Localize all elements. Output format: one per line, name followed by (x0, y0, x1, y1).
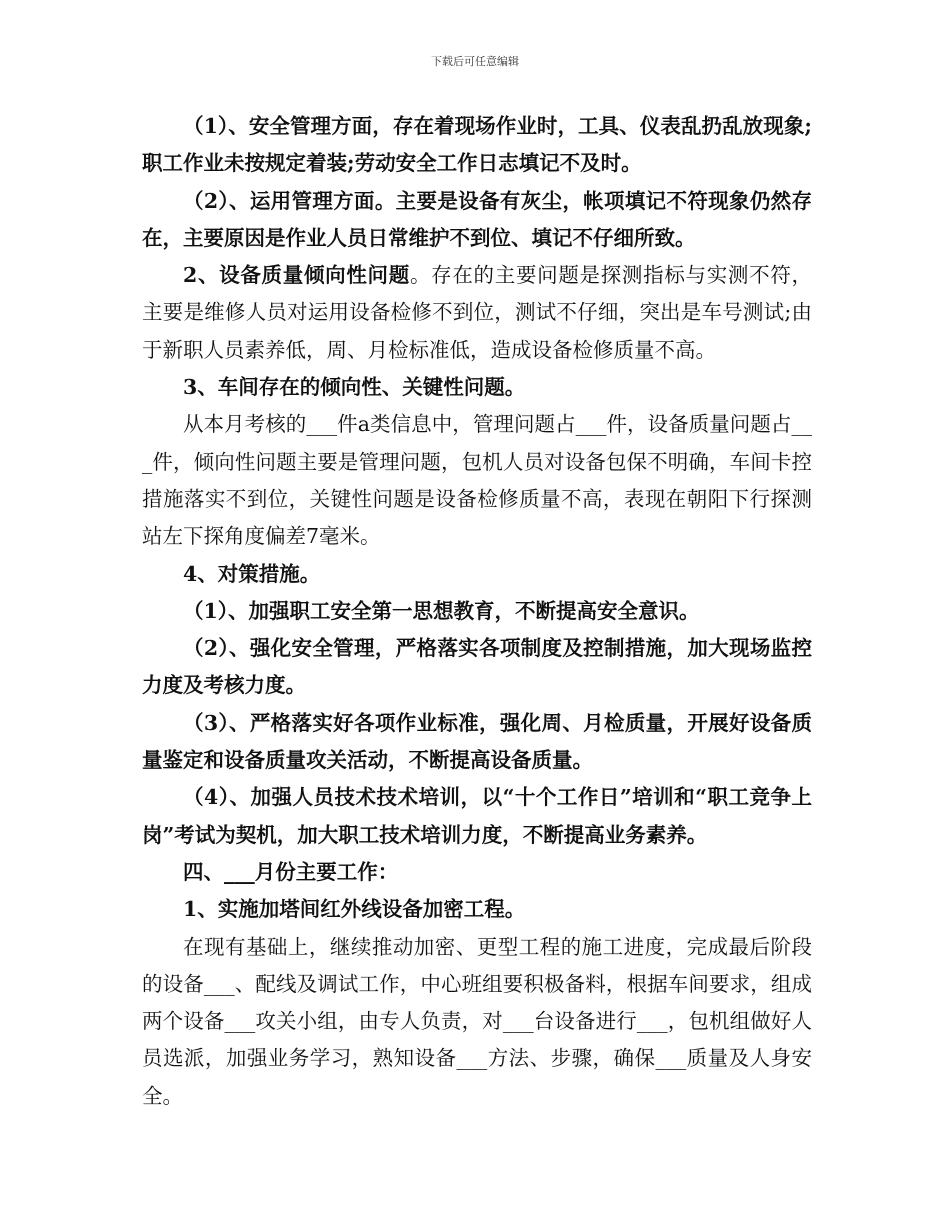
page-header: 下载后可任意编辑 (431, 55, 519, 68)
text-equipment-quality: 。存在的主要问题是探测指标与实测不符，主要是维修人员对运用设备检修不到位，测试不仔细，突出是车号测试;由于新职人员素养低，周、月检标准低，造成设备检修质量不高。 (142, 263, 813, 362)
countermeasure-2: （2）、强化安全管理，严格落实各项制度及控制措施，加大现场监控力度及考核力度。 (142, 636, 812, 698)
heading-workshop-issues: 3、车间存在的倾向性、关键性问题。 (183, 375, 526, 400)
paragraph-safety-management: （1）、安全管理方面，存在着现场作业时，工具、仪表乱扔乱放现象;职工作业未按规定着装;劳动安全工作日志填记不及时。 (142, 114, 812, 176)
paragraph-workshop-issues: 从本月考核的___件a类信息中，管理问题占___件，设备质量问题占___件，倾向性问题主要是管理问题，包机人员对设备包保不明确，车间卡控措施落实不到位，关键性问题是设备检修质量不高，表现在朝阳下行探测站左下探角度偏差7毫米。 (142, 412, 812, 549)
heading-countermeasures: 4、对策措施。 (183, 561, 321, 586)
heading-equipment-quality: 2、设备质量倾向性问题 (183, 263, 410, 288)
document-body (142, 108, 812, 1115)
countermeasure-4: （4）、加强人员技术技术培训，以“十个工作日”培训和“职工竞争上岗”考试为契机，加大职工技术培训力度，不断提高业务素养。 (142, 785, 812, 847)
heading-main-work: 四、___月份主要工作： (183, 859, 399, 884)
paragraph-infrared-project: 在现有基础上，继续推动加密、更型工程的施工进度，完成最后阶段的设备___、配线及调试工作，中心班组要积极备料，根据车间要求，组成两个设备___攻关小组，由专人负责，对___台设备进行___，包机组做好人员选派，加强业务学习，熟知设备___方法、步骤，确保___质量及人身安全。 (142, 934, 812, 1108)
countermeasure-3: （3）、严格落实好各项作业标准，强化周、月检质量，开展好设备质量鉴定和设备质量攻关活动，不断提高设备质量。 (142, 710, 812, 773)
countermeasure-1: （1）、加强职工安全第一思想教育，不断提高安全意识。 (183, 598, 700, 623)
paragraph-equipment-quality (142, 257, 812, 369)
paragraph-operation-management: （2）、运用管理方面。主要是设备有灰尘，帐项填记不符现象仍然存在，主要原因是作业人员日常维护不到位、填记不仔细所致。 (142, 188, 812, 250)
heading-infrared-project: 1、实施加塔间红外线设备加密工程。 (183, 897, 526, 922)
